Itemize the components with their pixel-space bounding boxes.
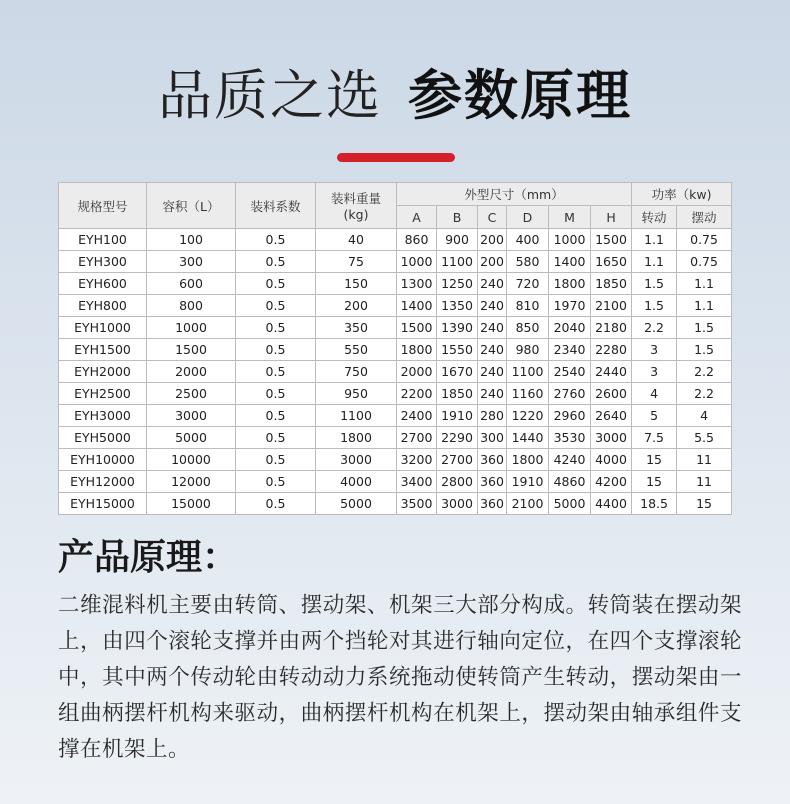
table-row: [59, 493, 732, 515]
table-cell: 2500: [147, 383, 236, 405]
table-cell: 1800: [549, 273, 591, 295]
table-cell: 3530: [549, 427, 591, 449]
table-cell: EYH800: [59, 295, 147, 317]
table-cell: 850: [507, 317, 549, 339]
table-cell: 0.5: [236, 361, 316, 383]
table-cell: 0.5: [236, 383, 316, 405]
table-cell: 300: [147, 251, 236, 273]
table-cell: 750: [316, 361, 397, 383]
table-cell: 240: [478, 317, 507, 339]
table-cell: 0.75: [677, 229, 732, 251]
table-cell: 0.5: [236, 449, 316, 471]
table-cell: 3: [632, 339, 677, 361]
table-cell: 360: [478, 449, 507, 471]
table-cell: 1000: [549, 229, 591, 251]
table-cell: 75: [316, 251, 397, 273]
table-cell: 3000: [591, 427, 632, 449]
table-cell: 1500: [397, 317, 437, 339]
table-cell: 2640: [591, 405, 632, 427]
table-row: [59, 251, 732, 273]
table-cell: 4860: [549, 471, 591, 493]
table-cell: 200: [478, 251, 507, 273]
table-row: [59, 317, 732, 339]
table-cell: 2100: [591, 295, 632, 317]
table-cell: 0.5: [236, 251, 316, 273]
table-cell: 18.5: [632, 493, 677, 515]
table-cell: 980: [507, 339, 549, 361]
table-cell: 1910: [507, 471, 549, 493]
table-cell: 1300: [397, 273, 437, 295]
table-cell: 1250: [437, 273, 478, 295]
table-cell: EYH600: [59, 273, 147, 295]
table-cell: 950: [316, 383, 397, 405]
table-cell: 200: [316, 295, 397, 317]
table-cell: 240: [478, 339, 507, 361]
table-cell: 240: [478, 273, 507, 295]
table-row: [59, 273, 732, 295]
table-cell: EYH3000: [59, 405, 147, 427]
heading-left: 品质之选: [158, 64, 382, 127]
heading-right: 参数原理: [408, 64, 632, 127]
table-cell: 12000: [147, 471, 236, 493]
table-cell: 4000: [316, 471, 397, 493]
table-cell: 1.1: [677, 273, 732, 295]
table-cell: 3: [632, 361, 677, 383]
table-cell: 3000: [147, 405, 236, 427]
table-cell: 1100: [507, 361, 549, 383]
principle-title: 产品原理：: [58, 537, 239, 578]
table-cell: 0.5: [236, 493, 316, 515]
page-heading: [0, 60, 790, 132]
table-cell: 10000: [147, 449, 236, 471]
spec-table-body: [59, 229, 732, 515]
table-cell: 360: [478, 471, 507, 493]
table-cell: 1.5: [632, 295, 677, 317]
header-power-rotate: 转动: [632, 206, 677, 229]
table-cell: 5000: [316, 493, 397, 515]
table-cell: 3200: [397, 449, 437, 471]
table-cell: 1160: [507, 383, 549, 405]
table-cell: 1440: [507, 427, 549, 449]
table-cell: 1970: [549, 295, 591, 317]
table-cell: 4400: [591, 493, 632, 515]
table-row: [59, 295, 732, 317]
table-cell: 1390: [437, 317, 478, 339]
table-cell: 860: [397, 229, 437, 251]
table-cell: 2440: [591, 361, 632, 383]
header-load-line2: (kg): [343, 207, 369, 222]
table-cell: 1800: [507, 449, 549, 471]
table-cell: 15: [632, 449, 677, 471]
table-cell: 1.1: [677, 295, 732, 317]
table-cell: 0.5: [236, 339, 316, 361]
header-volume: 容积（L）: [147, 183, 236, 229]
table-cell: 2340: [549, 339, 591, 361]
table-cell: 4000: [591, 449, 632, 471]
table-cell: EYH10000: [59, 449, 147, 471]
table-cell: 0.5: [236, 427, 316, 449]
table-row: [59, 405, 732, 427]
table-cell: 1100: [437, 251, 478, 273]
table-row: [59, 471, 732, 493]
header-dim-h: H: [591, 206, 632, 229]
header-dimensions: 外型尺寸（mm）: [397, 183, 632, 206]
table-cell: 2760: [549, 383, 591, 405]
table-cell: EYH1500: [59, 339, 147, 361]
table-cell: EYH5000: [59, 427, 147, 449]
table-cell: 1910: [437, 405, 478, 427]
table-cell: 1800: [397, 339, 437, 361]
table-cell: 2700: [437, 449, 478, 471]
table-cell: 3000: [316, 449, 397, 471]
table-cell: 2000: [397, 361, 437, 383]
table-cell: 5.5: [677, 427, 732, 449]
spec-table: [58, 182, 732, 515]
table-row: [59, 427, 732, 449]
table-cell: 1.1: [632, 251, 677, 273]
table-cell: 11: [677, 471, 732, 493]
table-cell: 1400: [397, 295, 437, 317]
table-cell: 2100: [507, 493, 549, 515]
table-cell: 1.1: [632, 229, 677, 251]
table-cell: 2180: [591, 317, 632, 339]
header-load-weight: [316, 183, 397, 229]
table-cell: 2000: [147, 361, 236, 383]
table-cell: 2960: [549, 405, 591, 427]
table-cell: 300: [478, 427, 507, 449]
table-cell: 810: [507, 295, 549, 317]
table-cell: 0.5: [236, 317, 316, 339]
table-cell: 3000: [437, 493, 478, 515]
table-row: [59, 361, 732, 383]
table-cell: 2700: [397, 427, 437, 449]
table-cell: 5000: [549, 493, 591, 515]
table-cell: 900: [437, 229, 478, 251]
table-cell: 4: [677, 405, 732, 427]
table-cell: 1500: [591, 229, 632, 251]
table-cell: 1650: [591, 251, 632, 273]
table-cell: 1000: [147, 317, 236, 339]
table-cell: 1000: [397, 251, 437, 273]
table-cell: 1500: [147, 339, 236, 361]
table-cell: 0.5: [236, 229, 316, 251]
table-cell: 1100: [316, 405, 397, 427]
table-cell: 2600: [591, 383, 632, 405]
table-cell: 4240: [549, 449, 591, 471]
header-dim-b: B: [437, 206, 478, 229]
table-cell: 240: [478, 295, 507, 317]
table-cell: EYH12000: [59, 471, 147, 493]
table-cell: 5000: [147, 427, 236, 449]
table-cell: 1850: [437, 383, 478, 405]
table-cell: 2280: [591, 339, 632, 361]
table-cell: 11: [677, 449, 732, 471]
table-cell: 3400: [397, 471, 437, 493]
table-cell: 0.75: [677, 251, 732, 273]
table-cell: 1350: [437, 295, 478, 317]
table-cell: 2800: [437, 471, 478, 493]
table-cell: 0.5: [236, 471, 316, 493]
table-cell: 350: [316, 317, 397, 339]
table-cell: 2040: [549, 317, 591, 339]
header-power: 功率（kw): [632, 183, 732, 206]
table-row: [59, 339, 732, 361]
table-cell: 200: [478, 229, 507, 251]
table-cell: 2.2: [677, 361, 732, 383]
table-cell: 40: [316, 229, 397, 251]
table-cell: 1550: [437, 339, 478, 361]
table-cell: 1400: [549, 251, 591, 273]
table-cell: 4200: [591, 471, 632, 493]
heading-accent-bar: [337, 153, 455, 162]
table-cell: EYH100: [59, 229, 147, 251]
table-cell: 1800: [316, 427, 397, 449]
table-cell: 720: [507, 273, 549, 295]
table-row: [59, 449, 732, 471]
table-cell: 1670: [437, 361, 478, 383]
header-dim-a: A: [397, 206, 437, 229]
table-cell: 280: [478, 405, 507, 427]
table-cell: EYH15000: [59, 493, 147, 515]
table-cell: 2200: [397, 383, 437, 405]
table-cell: 400: [507, 229, 549, 251]
table-cell: 2.2: [632, 317, 677, 339]
table-row: [59, 229, 732, 251]
table-cell: 1850: [591, 273, 632, 295]
header-dim-d: D: [507, 206, 549, 229]
table-cell: 15: [677, 493, 732, 515]
header-dim-m: M: [549, 206, 591, 229]
table-cell: 0.5: [236, 405, 316, 427]
table-cell: 100: [147, 229, 236, 251]
table-cell: 800: [147, 295, 236, 317]
table-cell: 360: [478, 493, 507, 515]
table-cell: 1.5: [632, 273, 677, 295]
table-cell: 4: [632, 383, 677, 405]
header-coefficient: 装料系数: [236, 183, 316, 229]
table-cell: 5: [632, 405, 677, 427]
table-cell: 15: [632, 471, 677, 493]
table-cell: 1.5: [677, 317, 732, 339]
header-power-swing: 摆动: [677, 206, 732, 229]
header-model: 规格型号: [59, 183, 147, 229]
table-cell: 0.5: [236, 295, 316, 317]
table-cell: 15000: [147, 493, 236, 515]
table-cell: 3500: [397, 493, 437, 515]
table-cell: 2540: [549, 361, 591, 383]
table-row: [59, 383, 732, 405]
table-cell: EYH2000: [59, 361, 147, 383]
table-cell: 2.2: [677, 383, 732, 405]
table-cell: EYH2500: [59, 383, 147, 405]
header-load-line1: 装料重量: [330, 191, 381, 206]
table-cell: EYH300: [59, 251, 147, 273]
table-cell: 0.5: [236, 273, 316, 295]
table-cell: 580: [507, 251, 549, 273]
principle-text: 二维混料机主要由转筒、摆动架、机架三大部分构成。转筒装在摆动架上，由四个滚轮支撑并由两个挡轮对其进行轴向定位，在四个支撑滚轮中，其中两个传动轮由转动动力系统拖动使转筒产生转动，摆动架由一组曲柄摆杆机构来驱动，曲柄摆杆机构在机架上，摆动架由轴承组件支撑在机架上。: [58, 593, 742, 762]
table-cell: 150: [316, 273, 397, 295]
table-cell: 2290: [437, 427, 478, 449]
table-cell: EYH1000: [59, 317, 147, 339]
table-cell: 240: [478, 361, 507, 383]
table-cell: 1.5: [677, 339, 732, 361]
table-cell: 2400: [397, 405, 437, 427]
header-dim-c: C: [478, 206, 507, 229]
table-cell: 240: [478, 383, 507, 405]
table-cell: 550: [316, 339, 397, 361]
table-cell: 1220: [507, 405, 549, 427]
table-cell: 600: [147, 273, 236, 295]
table-cell: 7.5: [632, 427, 677, 449]
